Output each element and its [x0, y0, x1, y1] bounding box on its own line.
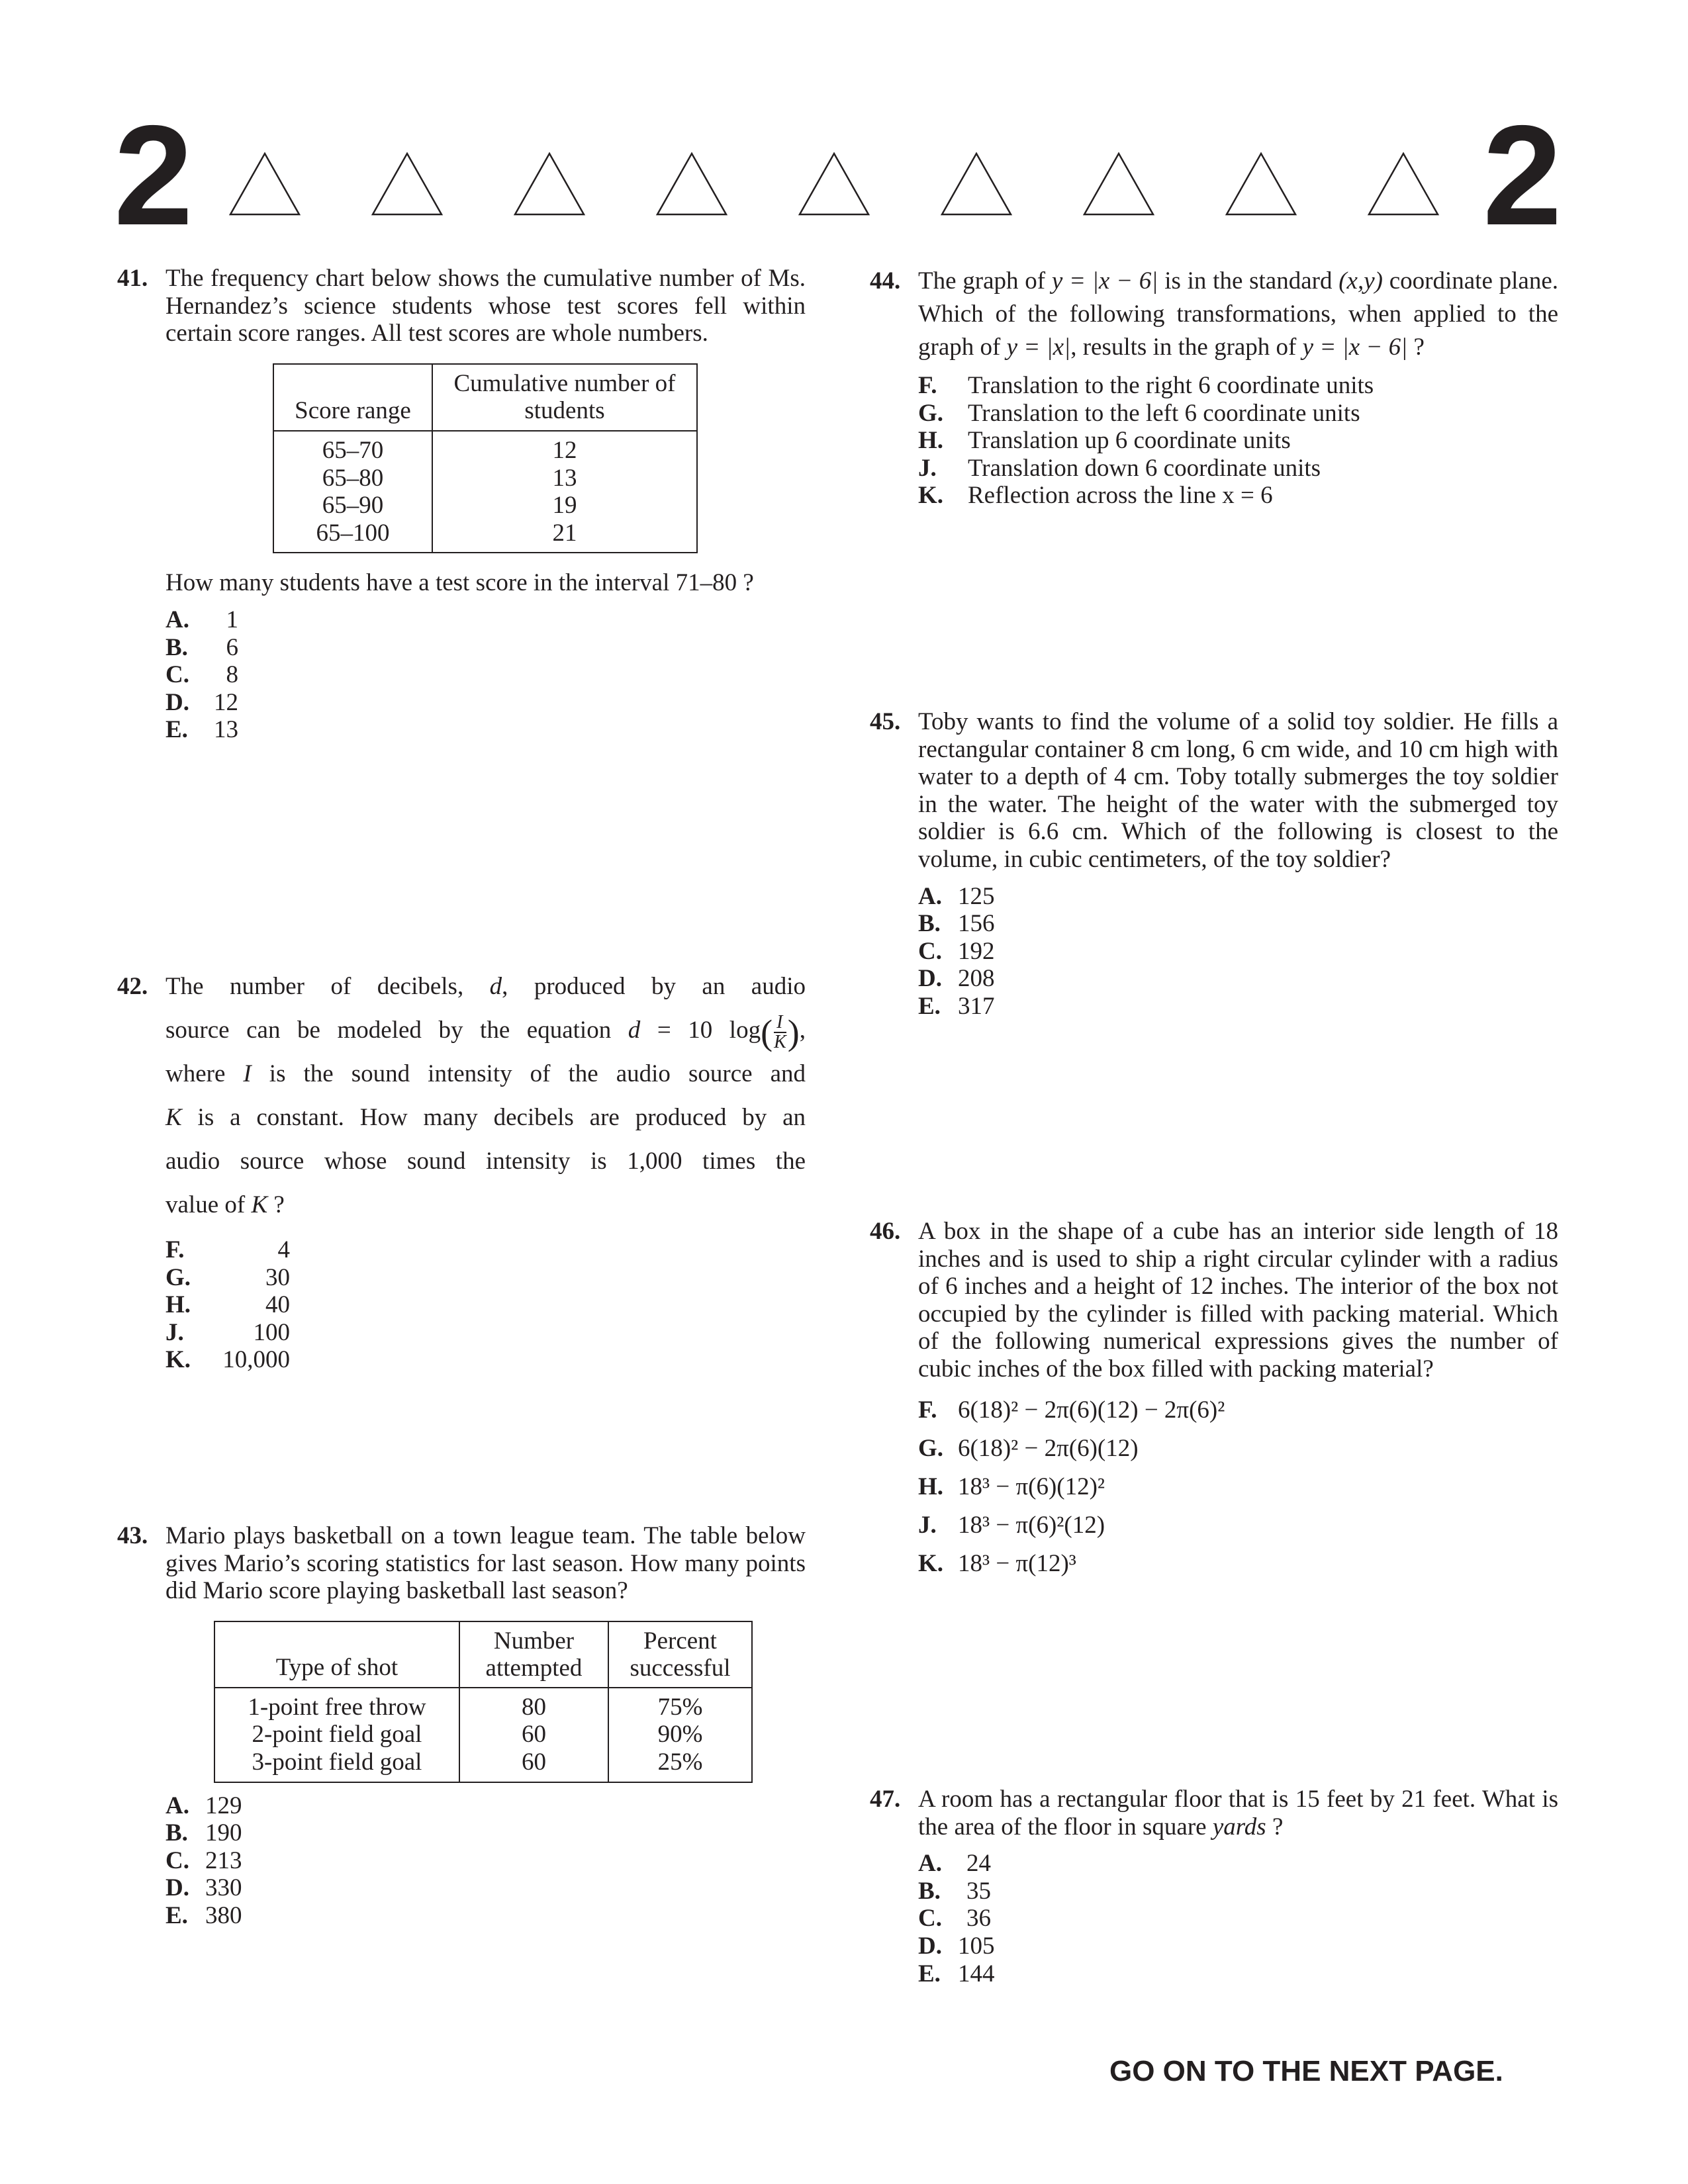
answer-option[interactable]: [165, 716, 806, 744]
answer-option[interactable]: [165, 1236, 806, 1264]
answer-option[interactable]: [165, 1319, 806, 1347]
option-value: 18³ − π(6)²(12): [958, 1511, 1105, 1539]
section-number-right: 2: [1483, 95, 1562, 255]
option-value: 105: [958, 1932, 995, 1960]
option-letter: H.: [918, 427, 944, 455]
question-number: 43.: [117, 1522, 148, 1549]
answer-option[interactable]: [165, 634, 806, 662]
option-value: 330: [205, 1874, 242, 1902]
answer-option[interactable]: [918, 883, 1558, 911]
option-letter: B.: [165, 633, 188, 661]
option-value: 213: [205, 1846, 242, 1874]
question-number: 45.: [870, 708, 901, 735]
answer-option[interactable]: [918, 1512, 1558, 1550]
go-on-next-page: GO ON TO THE NEXT PAGE.: [1109, 2055, 1503, 2087]
triangle-icon: [228, 152, 301, 216]
answer-option[interactable]: [918, 1396, 1558, 1435]
option-letter: G.: [918, 1434, 944, 1462]
answer-option[interactable]: [918, 400, 1558, 428]
option-value: 24: [966, 1850, 991, 1878]
triangle-icon: [940, 152, 1013, 216]
table-cell: 65–70: [322, 436, 384, 464]
answer-option[interactable]: [918, 372, 1558, 400]
score-table: [273, 363, 698, 554]
table-header: Cumulative number of students: [432, 364, 697, 431]
table-cell: 80: [522, 1693, 546, 1721]
answer-option[interactable]: [918, 1850, 1558, 1878]
option-letter: K.: [918, 482, 944, 510]
table-column: [214, 1688, 459, 1782]
option-letter: F.: [918, 1396, 937, 1424]
option-letter: C.: [165, 1846, 189, 1874]
table-cell: 3-point field goal: [252, 1748, 422, 1776]
triangle-icon: [1225, 152, 1297, 216]
option-letter: J.: [918, 454, 937, 482]
options: [165, 606, 806, 744]
option-letter: D.: [165, 1874, 189, 1902]
answer-option[interactable]: [918, 938, 1558, 966]
option-letter: K.: [918, 1549, 944, 1577]
option-letter: A.: [165, 606, 189, 633]
question-text: A room has a rectangular floor that is 15 feet by 21 feet. What is the area of the floor in square yards ?: [918, 1786, 1558, 1841]
table-header: Type of shot: [214, 1621, 459, 1688]
question-number: 42.: [117, 973, 148, 1000]
fraction: $\frac{I}{K}$: [774, 1011, 786, 1052]
table-column: [432, 431, 697, 553]
table-cell: 1-point free throw: [248, 1693, 426, 1721]
triangle-icon: [798, 152, 870, 216]
option-letter: E.: [918, 992, 941, 1020]
option-value: 35: [966, 1877, 991, 1905]
table-header: Score range: [273, 364, 432, 431]
question-number: 46.: [870, 1218, 901, 1245]
question-text: The graph of y = |x − 6| is in the standard (x,y) coordinate plane. Which of the following transformations, when applied to the graph of y = |x|, results in the graph of y = |x − 6| ?: [918, 267, 1558, 361]
option-value: 1: [226, 606, 238, 633]
answer-option[interactable]: [918, 910, 1558, 938]
option-letter: E.: [165, 716, 188, 744]
question-42: [117, 965, 806, 1374]
answer-option[interactable]: [918, 482, 1558, 510]
question-text: Mario plays basketball on a town league team. The table below gives Mario’s scoring statistics for last season. How many points did Mario score playing basketball last season?: [165, 1522, 806, 1605]
option-value: 6: [226, 633, 238, 661]
section-number-left: 2: [114, 95, 193, 255]
answer-option[interactable]: [165, 661, 806, 689]
triangle-icon: [1367, 152, 1440, 216]
option-value: 18³ − π(6)(12)²: [958, 1473, 1105, 1500]
option-value: 8: [226, 661, 238, 689]
option-value: 190: [205, 1819, 242, 1847]
scoring-table: [214, 1621, 753, 1783]
option-letter: B.: [165, 1819, 188, 1847]
answer-option[interactable]: [165, 1792, 806, 1820]
option-value: 36: [966, 1905, 991, 1933]
table-cell: 75%: [657, 1693, 703, 1721]
option-value: 6(18)² − 2π(6)(12): [958, 1434, 1139, 1462]
option-value: 18³ − π(12)³: [958, 1549, 1076, 1577]
answer-option[interactable]: [918, 1933, 1558, 1960]
table-cell: 65–80: [322, 464, 384, 492]
option-value: Translation to the left 6 coordinate units: [968, 399, 1360, 427]
options: [165, 1236, 806, 1374]
option-letter: D.: [165, 688, 189, 716]
triangle-icon: [371, 152, 444, 216]
option-value: 40: [265, 1291, 290, 1319]
question-text: Toby wants to find the volume of a solid toy soldier. He fills a rectangular container 8 cm long, 6 cm wide, and 10 cm high with water to a depth of 4 cm. Toby totally submerges the toy soldier in the water. The height of the water with the submerged toy soldier is 6.6 cm. Which of the following is closest to the volume, in cubic centimeters, of the toy soldier?: [918, 708, 1558, 873]
option-value: 10,000: [222, 1346, 290, 1374]
right-paren: ): [787, 1012, 800, 1052]
triangle-icon: [655, 152, 728, 216]
table-cell: 65–90: [322, 492, 384, 520]
option-value: 125: [958, 882, 995, 910]
option-value: 144: [958, 1960, 995, 1987]
answer-option[interactable]: [918, 1960, 1558, 1988]
table-cell: 13: [552, 464, 577, 492]
option-letter: D.: [918, 965, 942, 993]
triangle-icon: [1082, 152, 1155, 216]
option-value: Translation up 6 coordinate units: [968, 427, 1291, 455]
options: [918, 1850, 1558, 1987]
answer-option[interactable]: [918, 1473, 1558, 1512]
option-value: 156: [958, 910, 995, 938]
question-text: A box in the shape of a cube has an interior side length of 18 inches and is used to ship a right circular cylinder with a radius of 6 inches and a height of 12 inches. The interior of the box not occupied by the cylinder is filled with packing material. Which of the following numerical expressions gives the number of cubic inches of the box filled with packing material?: [918, 1218, 1558, 1383]
option-value: 192: [958, 937, 995, 965]
table-cell: 25%: [657, 1748, 703, 1776]
answer-option[interactable]: [918, 455, 1558, 482]
option-letter: G.: [918, 399, 944, 427]
table-cell: 65–100: [316, 519, 390, 547]
table-cell: 21: [552, 519, 577, 547]
option-letter: F.: [165, 1236, 185, 1263]
question-41: [117, 265, 806, 744]
option-value: 100: [253, 1318, 290, 1346]
answer-option[interactable]: [918, 1905, 1558, 1933]
question-45: [870, 708, 1558, 1021]
table-cell: 12: [552, 436, 577, 464]
question-number: 41.: [117, 265, 148, 292]
option-letter: E.: [918, 1960, 941, 1987]
table-cell: 90%: [657, 1721, 703, 1749]
question-text: The number of decibels, d, produced by an audio source can be modeled by the equation d = 10 log( $\frac{I}{K}$ ), where I is the sound intensity of the audio source and K is a constant. How many decibels are produced by an audio source whose sound intensity is 1,000 times the value of K ?: [165, 973, 806, 1218]
option-value: 4: [277, 1236, 290, 1263]
option-letter: A.: [918, 882, 942, 910]
option-letter: C.: [918, 937, 942, 965]
options: [165, 1792, 806, 1930]
question-prompt: How many students have a test score in the interval 71–80 ?: [165, 569, 754, 597]
question-44: [870, 265, 1558, 510]
option-value: Reflection across the line x = 6: [968, 482, 1273, 510]
table-cell: 19: [552, 492, 577, 520]
answer-option[interactable]: [918, 427, 1558, 455]
left-paren: (: [761, 1012, 773, 1052]
options: [918, 1396, 1558, 1588]
option-letter: C.: [165, 661, 189, 689]
question-number: 44.: [870, 267, 901, 295]
answer-option[interactable]: [918, 1878, 1558, 1905]
option-letter: H.: [165, 1291, 191, 1319]
answer-option[interactable]: [918, 965, 1558, 993]
options: [918, 883, 1558, 1021]
answer-option[interactable]: [165, 1819, 806, 1847]
option-value: 13: [214, 716, 238, 744]
option-letter: A.: [165, 1792, 189, 1819]
triangle-icon: [513, 152, 586, 216]
option-letter: E.: [165, 1901, 188, 1929]
option-letter: J.: [165, 1318, 184, 1346]
answer-option[interactable]: [165, 1902, 806, 1930]
table-cell: 2-point field goal: [252, 1721, 422, 1749]
question-text: The frequency chart below shows the cumulative number of Ms. Hernandez’s science students whose test scores fell within certain score ranges. All test scores are whole numbers.: [165, 265, 806, 347]
option-value: 208: [958, 965, 995, 993]
option-letter: H.: [918, 1473, 944, 1500]
option-value: 12: [214, 688, 238, 716]
option-letter: B.: [918, 910, 941, 938]
option-letter: J.: [918, 1511, 937, 1539]
option-letter: G.: [165, 1263, 191, 1291]
option-letter: C.: [918, 1905, 942, 1933]
option-value: 6(18)² − 2π(6)(12) − 2π(6)²: [958, 1396, 1225, 1424]
answer-option[interactable]: [165, 1291, 806, 1319]
table-column: [608, 1688, 752, 1782]
question-47: [870, 1786, 1558, 1987]
option-value: Translation to the right 6 coordinate units: [968, 372, 1374, 399]
answer-option[interactable]: [165, 606, 806, 634]
option-letter: D.: [918, 1932, 942, 1960]
answer-option[interactable]: [165, 1264, 806, 1292]
answer-option[interactable]: [165, 1346, 806, 1374]
options: [918, 372, 1558, 510]
answer-option[interactable]: [918, 993, 1558, 1021]
option-letter: K.: [165, 1346, 191, 1374]
option-value: 129: [205, 1792, 242, 1819]
answer-option[interactable]: [165, 1874, 806, 1902]
option-value: 380: [205, 1901, 242, 1929]
answer-option[interactable]: [165, 689, 806, 717]
table-column: [273, 431, 432, 553]
option-letter: B.: [918, 1877, 941, 1905]
question-46: [870, 1218, 1558, 1588]
option-letter: A.: [918, 1850, 942, 1878]
table-cell: 60: [522, 1748, 546, 1776]
answer-option[interactable]: [918, 1550, 1558, 1588]
table-cell: 60: [522, 1721, 546, 1749]
option-value: 317: [958, 992, 995, 1020]
table-column: [459, 1688, 608, 1782]
option-value: 30: [265, 1263, 290, 1291]
option-letter: F.: [918, 372, 937, 399]
answer-option[interactable]: [165, 1847, 806, 1875]
question-number: 47.: [870, 1786, 901, 1813]
table-header: Percent successful: [608, 1621, 752, 1688]
option-value: Translation down 6 coordinate units: [968, 454, 1321, 482]
question-43: [117, 1522, 806, 1930]
table-header: Number attempted: [459, 1621, 608, 1688]
answer-option[interactable]: [918, 1435, 1558, 1473]
